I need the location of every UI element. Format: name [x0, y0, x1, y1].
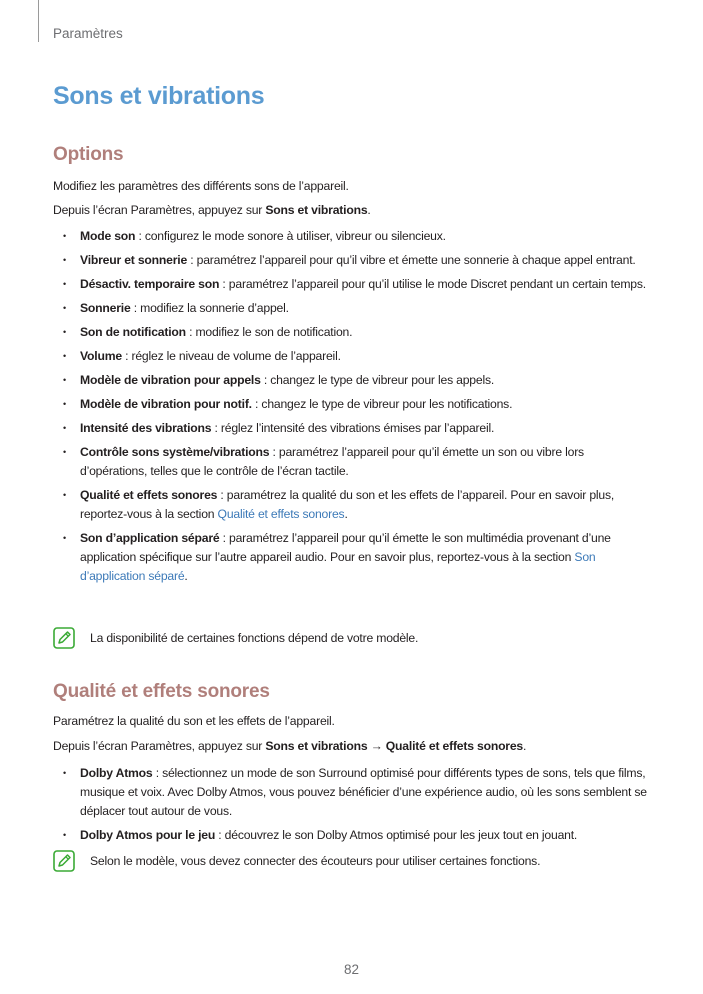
page-title: Sons et vibrations: [53, 82, 265, 110]
list-item: • Modèle de vibration pour notif. : changez le type de vibreur pour les notifications.: [80, 395, 650, 414]
list-item: • Contrôle sons système/vibrations : paramétrez l’appareil pour qu’il émette un son ou vibre lors d’opérations, telles que le contrôle de l’écran tactile.: [80, 443, 650, 481]
quality-intro: Paramétrez la qualité du son et les effets de l’appareil.: [53, 714, 335, 728]
options-list: [80, 227, 650, 586]
list-item: • Mode son : configurez le mode sonore à utiliser, vibreur ou silencieux.: [80, 227, 650, 246]
section-heading-options: Options: [53, 144, 124, 165]
margin-rule: [38, 0, 39, 42]
options-path: Depuis l’écran Paramètres, appuyez sur Sons et vibrations.: [53, 203, 371, 217]
link-quality-section[interactable]: Qualité et effets sonores: [217, 507, 345, 521]
list-item: • Son d’application séparé : paramétrez l’appareil pour qu’il émette le son multimédia provenant d’une application spécifique sur l’autre appareil audio. Pour en savoir plus, reportez-vous à la section Son d’application séparé.: [80, 529, 650, 586]
note-text: La disponibilité de certaines fonctions dépend de votre modèle.: [90, 631, 419, 645]
link-app-sound-section[interactable]: Son d’application séparé: [80, 550, 596, 583]
list-item: • Son de notification : modifiez le son de notification.: [80, 323, 650, 342]
list-item: • Dolby Atmos pour le jeu : découvrez le son Dolby Atmos optimisé pour les jeux tout en jouant.: [80, 826, 650, 845]
note-text: Selon le modèle, vous devez connecter des écouteurs pour utiliser certaines fonctions.: [90, 854, 541, 868]
list-item: • Dolby Atmos : sélectionnez un mode de son Surround optimisé pour différents types de sons, tels que films, musique et voix. Avec Dolby Atmos, vous pouvez bénéficier d’une expérience audio, où les sons semblent se déplacer tout autour de vous.: [80, 764, 650, 821]
running-header: Paramètres: [53, 26, 123, 41]
quality-list: [80, 764, 650, 845]
list-item: • Modèle de vibration pour appels : changez le type de vibreur pour les appels.: [80, 371, 650, 390]
options-intro: Modifiez les paramètres des différents sons de l’appareil.: [53, 179, 349, 193]
page-number: 82: [343, 962, 360, 977]
quality-path: Depuis l’écran Paramètres, appuyez sur Sons et vibrations → Qualité et effets sonores.: [53, 739, 527, 753]
list-item: • Sonnerie : modifiez la sonnerie d’appel.: [80, 299, 650, 318]
note-pencil-icon: [53, 627, 75, 649]
note-pencil-icon: [53, 850, 75, 872]
section-heading-quality: Qualité et effets sonores: [53, 681, 270, 702]
list-item: • Intensité des vibrations : réglez l’intensité des vibrations émises par l’appareil.: [80, 419, 650, 438]
list-item: • Vibreur et sonnerie : paramétrez l’appareil pour qu’il vibre et émette une sonnerie à chaque appel entrant.: [80, 251, 650, 270]
list-item: • Volume : réglez le niveau de volume de l’appareil.: [80, 347, 650, 366]
list-item: • Qualité et effets sonores : paramétrez la qualité du son et les effets de l’appareil. Pour en savoir plus, reportez-vous à la section Qualité et effets sonores.: [80, 486, 650, 524]
list-item: • Désactiv. temporaire son : paramétrez l’appareil pour qu’il utilise le mode Discret pendant un certain temps.: [80, 275, 650, 294]
